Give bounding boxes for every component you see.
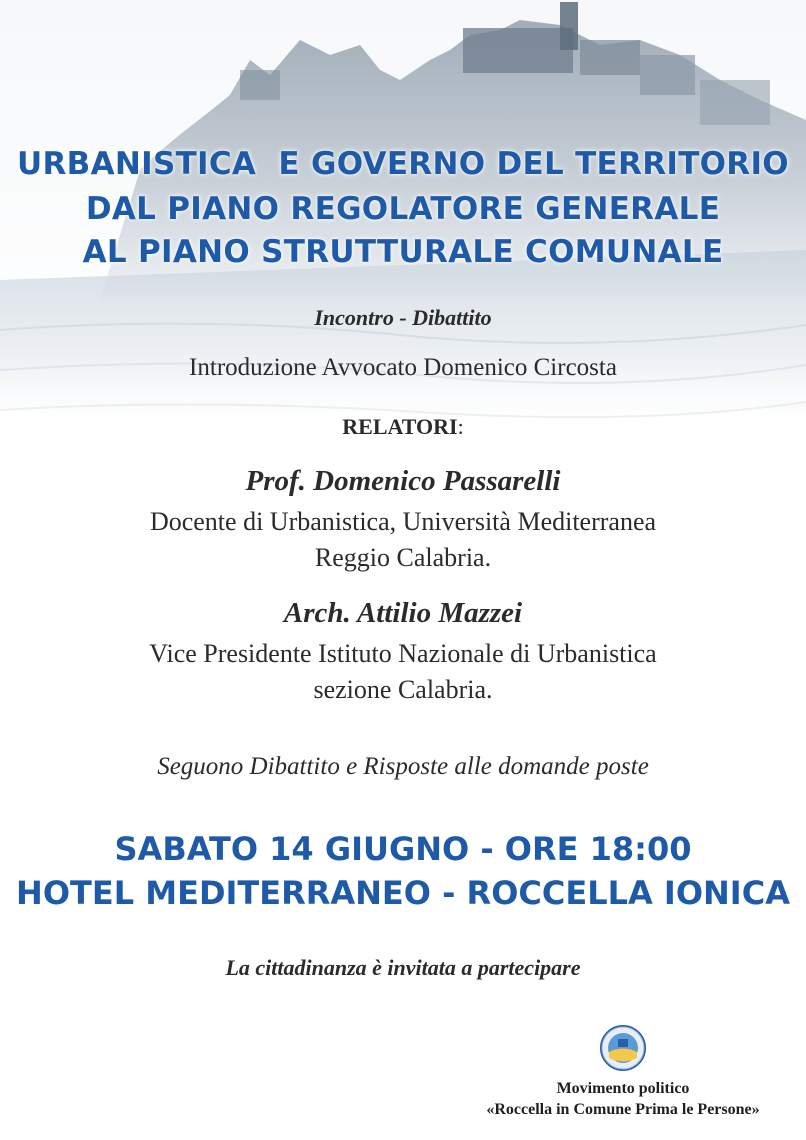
organizer-line-2: «Roccella in Comune Prima le Persone» [486, 1101, 760, 1118]
follow-up-note: Seguono Dibattito e Risposte alle domande poste [157, 753, 649, 780]
invitation-text: La cittadinanza è invitata a partecipare [225, 955, 581, 980]
title-line-3: AL PIANO STRUTTURALE COMUNALE [82, 234, 724, 270]
organizer-line-1: Movimento politico [556, 1080, 690, 1097]
title-line-2: DAL PIANO REGOLATORE GENERALE [85, 191, 721, 227]
movement-logo-icon [600, 1025, 646, 1071]
speaker-1-role: Docente di Urbanistica, Università Mediterranea [149, 507, 657, 536]
event-type: Incontro - Dibattito [314, 305, 492, 330]
speakers-heading [0, 414, 806, 440]
speakers-label: RELATORI [342, 414, 458, 439]
speakers-colon: : [457, 414, 464, 439]
speaker-2-role: Vice Presidente Istituto Nazionale di Urbanistica [149, 639, 657, 668]
event-date-time: SABATO 14 GIUGNO - ORE 18:00 [114, 830, 692, 868]
speaker-2-name: Arch. Attilio Mazzei [283, 597, 523, 629]
introduction: Introduzione Avvocato Domenico Circosta [189, 354, 617, 381]
speaker-1-name: Prof. Domenico Passarelli [245, 465, 561, 497]
event-venue: HOTEL MEDITERRANEO - ROCCELLA IONICA [16, 874, 790, 912]
title-line-1: URBANISTICA E GOVERNO DEL TERRITORIO [17, 146, 789, 182]
speaker-2-place: sezione Calabria. [313, 675, 493, 704]
speaker-1-place: Reggio Calabria. [314, 543, 492, 572]
